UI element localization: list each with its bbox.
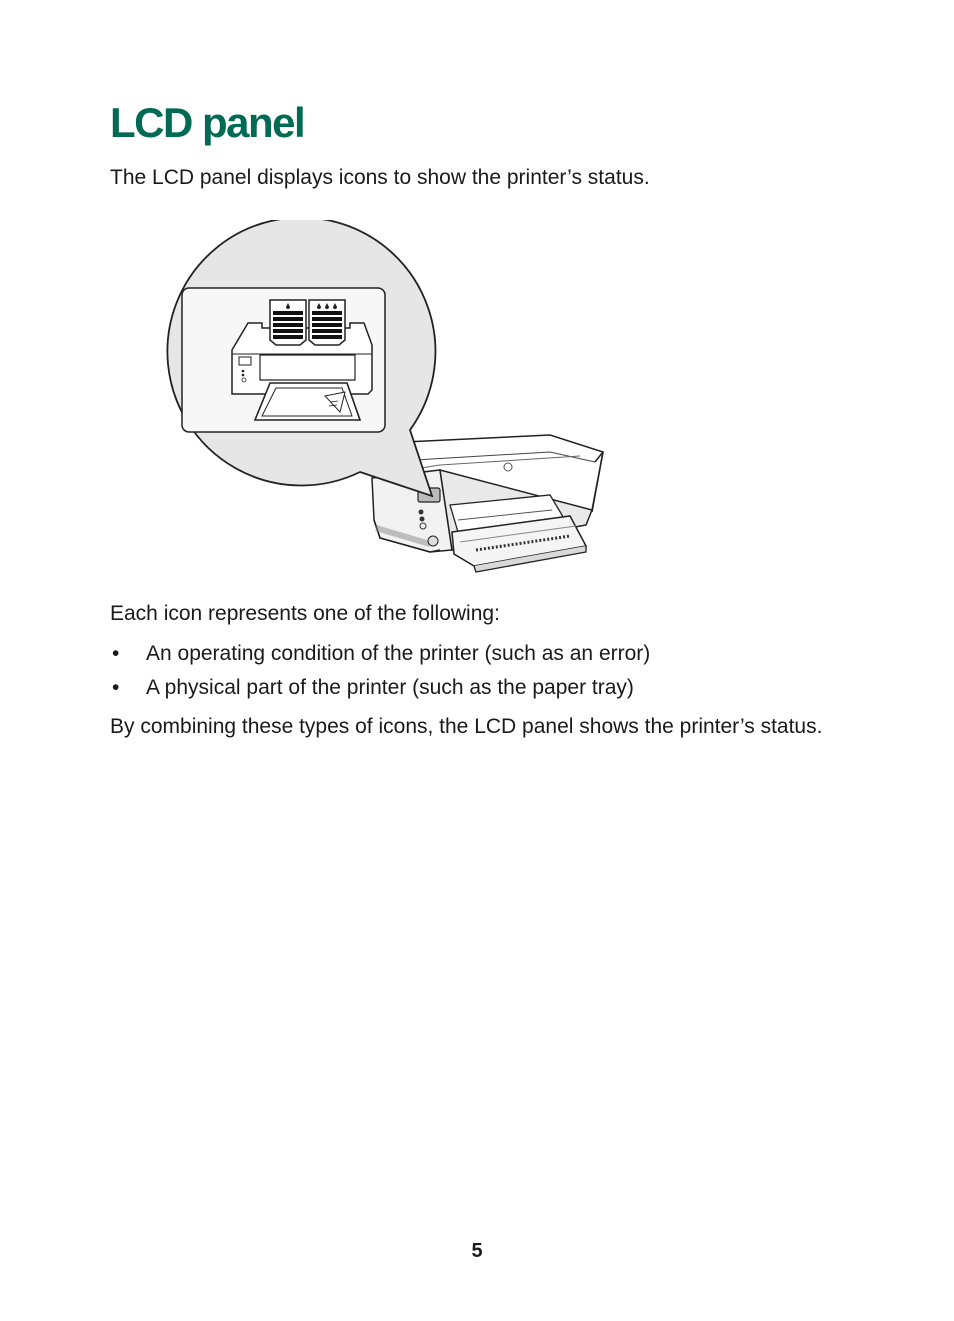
list-item-text: An operating condition of the printer (such as an error) <box>146 642 651 665</box>
icon-types-list <box>110 640 650 708</box>
paper-tray-icon <box>255 383 360 420</box>
page-title: LCD panel <box>110 99 305 146</box>
summary-paragraph: By combining these types of icons, the LCD panel shows the printer’s status. <box>110 715 823 738</box>
list-item <box>110 674 650 702</box>
intro-paragraph: The LCD panel displays icons to show the printer’s status. <box>110 166 650 189</box>
lcd-panel-illustration <box>140 220 620 580</box>
bullet-icon: • <box>112 676 120 699</box>
icon-types-lead: Each icon represents one of the following: <box>110 602 500 625</box>
lcd-screen <box>182 288 385 432</box>
page-number: 5 <box>471 1240 483 1262</box>
black-ink-cartridge-icon <box>270 300 306 345</box>
color-ink-cartridge-icon <box>309 300 345 345</box>
bullet-icon: • <box>112 642 120 665</box>
list-item-text: A physical part of the printer (such as the paper tray) <box>146 676 634 699</box>
list-item <box>110 640 650 668</box>
